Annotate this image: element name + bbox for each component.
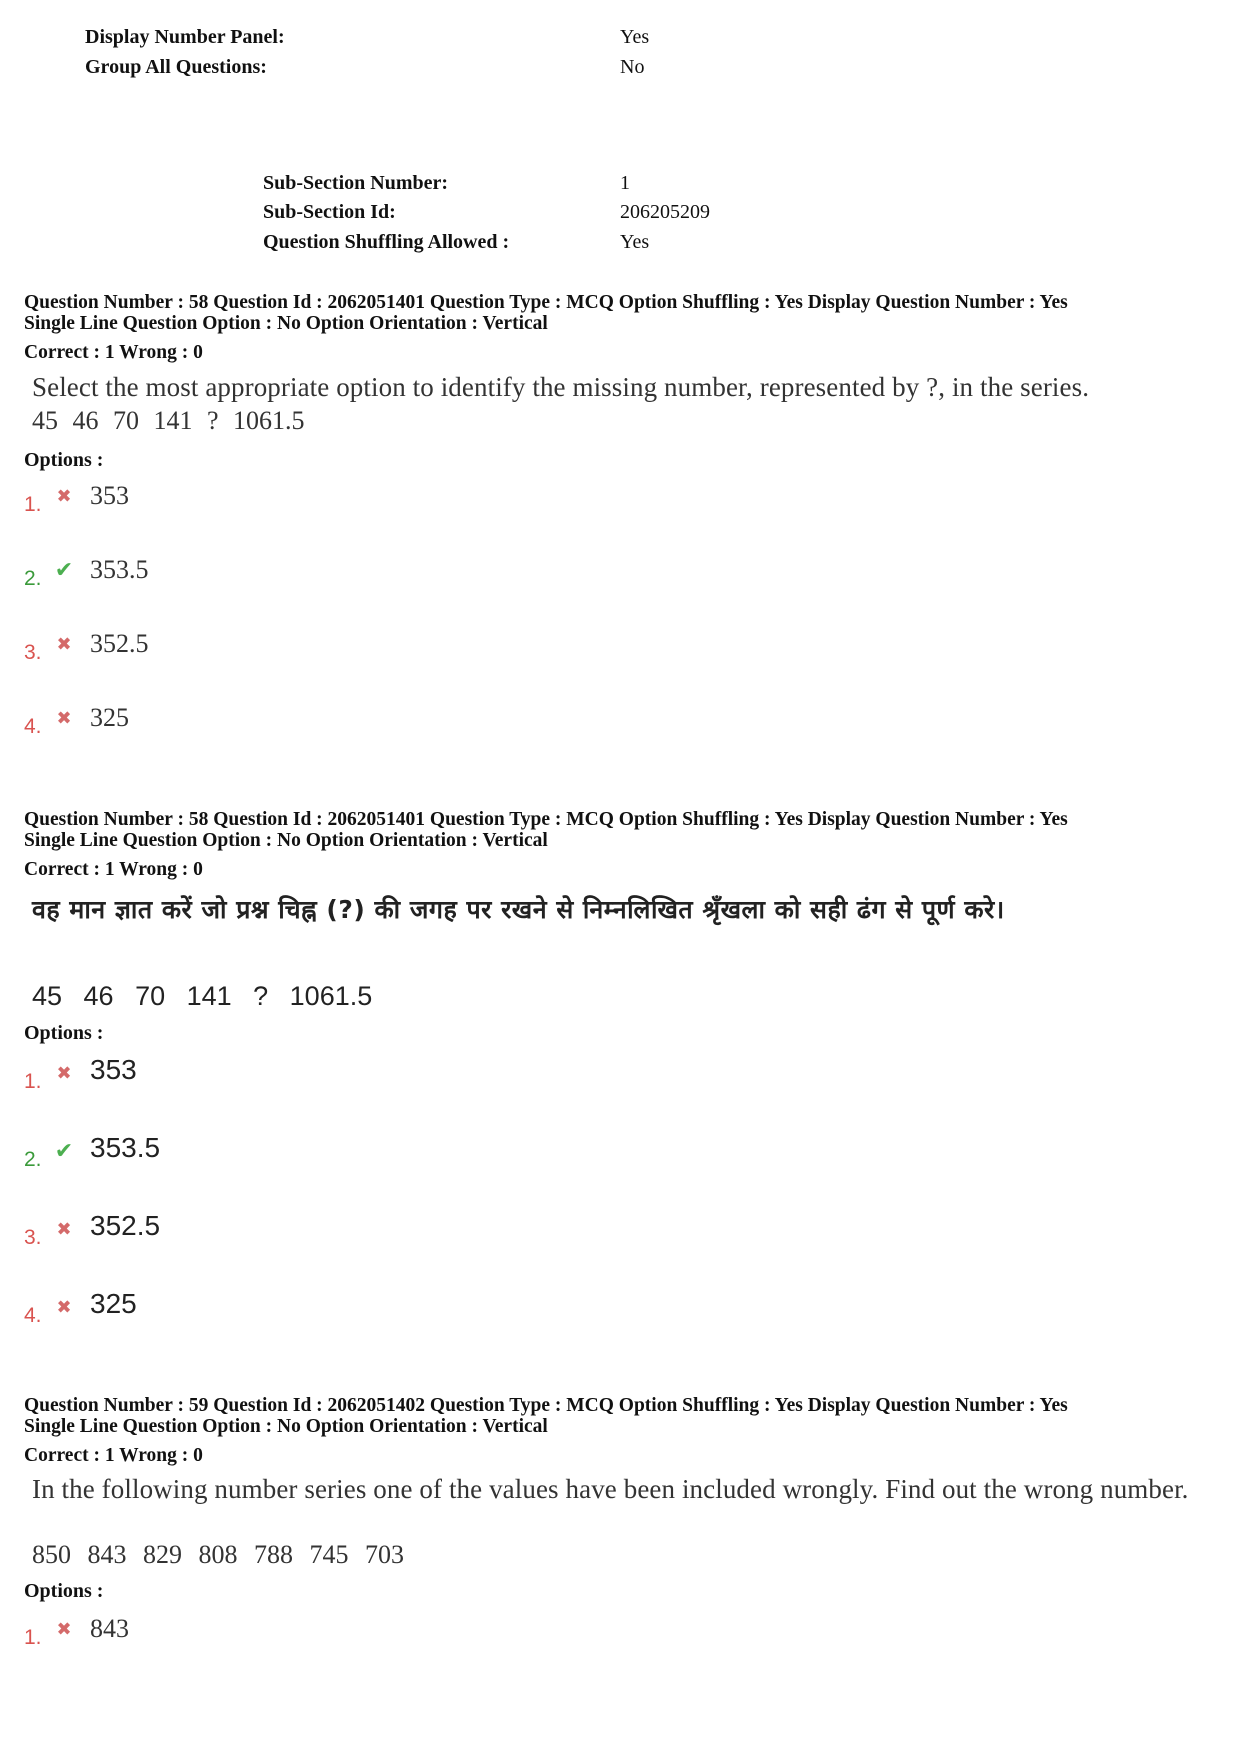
question-text: In the following number series one of the values have been included wrongly. Find out the wrong number. (32, 1474, 1189, 1504)
cross-icon: ✖ (56, 1619, 72, 1640)
question-block (24, 809, 1068, 851)
option-number: 3. (24, 1226, 42, 1249)
option-value: 353.5 (90, 1132, 161, 1163)
option-value: 352.5 (90, 1210, 161, 1241)
option-number: 1. (24, 1626, 42, 1649)
cross-icon: ✖ (56, 634, 72, 655)
display-number-panel-value: Yes (620, 26, 650, 48)
subsection-number-label: Sub-Section Number: (263, 172, 449, 194)
question-shuffling-label: Question Shuffling Allowed : (263, 231, 510, 253)
options-label: Options : (24, 1022, 104, 1044)
question-series: 45 46 70 141 ? 1061.5 (32, 406, 305, 435)
cross-icon: ✖ (56, 708, 72, 729)
question-shuffling-value: Yes (620, 231, 650, 253)
subsection-number-value: 1 (620, 172, 630, 194)
option-number: 1. (24, 1070, 42, 1093)
option-number: 4. (24, 1304, 42, 1327)
question-block (24, 292, 1068, 334)
option-value: 353.5 (90, 555, 149, 584)
options-label: Options : (24, 449, 104, 471)
question-marks: Correct : 1 Wrong : 0 (24, 1445, 203, 1466)
question-block (24, 1395, 1068, 1437)
question-marks: Correct : 1 Wrong : 0 (24, 342, 203, 363)
cross-icon: ✖ (56, 1063, 72, 1084)
check-icon: ✔ (54, 1139, 74, 1164)
option-number: 2. (24, 1148, 42, 1171)
check-icon: ✔ (54, 558, 74, 583)
option-value: 352.5 (90, 629, 149, 658)
option-value: 353 (90, 481, 129, 510)
option-number: 4. (24, 715, 42, 738)
question-meta-line1: Question Number : 58 Question Id : 2062051401 Question Type : MCQ Option Shuffling : Yes Display Question Number : Yes (24, 292, 1068, 313)
question-meta-line2: Single Line Question Option : No Option Orientation : Vertical (24, 1416, 548, 1437)
option-value: 325 (90, 1288, 137, 1319)
option-number: 2. (24, 567, 42, 590)
question-meta-line2: Single Line Question Option : No Option Orientation : Vertical (24, 313, 548, 334)
subsection-id-value: 206205209 (620, 201, 710, 223)
options-label: Options : (24, 1580, 104, 1602)
question-text: वह मान ज्ञात करें जो प्रश्न चिह्न (?) की जगह पर रखने से निम्नलिखित श्रृँखला को सही ढंग से पूर्ण करे। (32, 895, 1005, 924)
cross-icon: ✖ (56, 486, 72, 507)
cross-icon: ✖ (56, 1297, 72, 1318)
question-meta-line1: Question Number : 59 Question Id : 2062051402 Question Type : MCQ Option Shuffling : Yes Display Question Number : Yes (24, 1395, 1068, 1416)
subsection-id-label: Sub-Section Id: (263, 201, 396, 223)
display-number-panel-label: Display Number Panel: (85, 26, 285, 48)
option-value: 325 (90, 703, 129, 732)
question-marks: Correct : 1 Wrong : 0 (24, 859, 203, 880)
question-text: Select the most appropriate option to identify the missing number, represented by ?, in the series. (32, 372, 1090, 402)
question-meta-line2: Single Line Question Option : No Option Orientation : Vertical (24, 830, 548, 851)
group-all-questions-value: No (620, 56, 645, 78)
option-value: 843 (90, 1614, 129, 1643)
option-value: 353 (90, 1054, 137, 1085)
cross-icon: ✖ (56, 1219, 72, 1240)
question-series: 850 843 829 808 788 745 703 (32, 1540, 404, 1569)
group-all-questions-label: Group All Questions: (85, 56, 267, 78)
question-meta-line1: Question Number : 58 Question Id : 2062051401 Question Type : MCQ Option Shuffling : Yes Display Question Number : Yes (24, 809, 1068, 830)
option-number: 1. (24, 493, 42, 516)
option-number: 3. (24, 641, 42, 664)
question-series: 45 46 70 141 ? 1061.5 (32, 981, 373, 1011)
